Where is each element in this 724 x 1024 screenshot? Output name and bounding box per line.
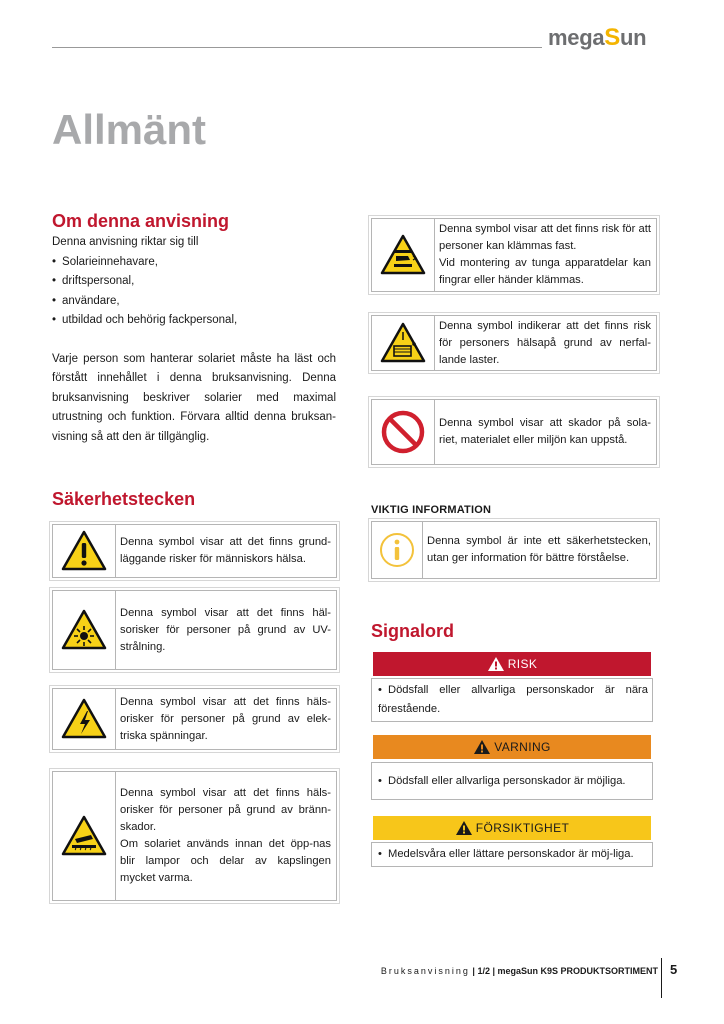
hot-surface-box <box>52 771 337 901</box>
footer-product: megaSun K9S PRODUKTSORTIMENT <box>497 966 658 976</box>
general-danger-text: Denna symbol visar att det finns grund-läggande risker för människors hälsa. <box>120 536 331 565</box>
about-lead: Denna anvisning riktar sig till <box>52 236 199 248</box>
caution-bar <box>373 816 651 840</box>
electric-danger-box <box>52 688 337 750</box>
crush-danger-text: Denna symbol visar att det finns risk för att personer kan klämmas fast. Vid montering av tunga apparatdelar kan fingrar eller händer klämmas. <box>439 223 651 286</box>
info-icon <box>372 522 423 578</box>
uv-danger-box <box>52 590 337 670</box>
falling-load-icon <box>372 316 435 370</box>
general-danger-box <box>52 524 337 578</box>
audience-list <box>52 253 336 331</box>
electric-shock-icon <box>53 689 116 749</box>
warning-bar <box>373 735 651 759</box>
footer <box>381 966 658 976</box>
warning-text: Dödsfall eller allvarliga personskador är möjliga. <box>388 774 626 787</box>
crush-hazard-icon <box>372 219 435 291</box>
caution-icon <box>455 820 473 836</box>
crush-danger-box <box>371 218 657 292</box>
risk-warning-icon <box>487 656 505 672</box>
uv-radiation-icon <box>53 591 116 669</box>
uv-danger-text: Denna symbol visar att det finns häl-sorisker för personer på grund av UV-strålning. <box>120 606 331 653</box>
about-paragraph: Varje person som hanterar solariet måste ha läst och förstått innehållet i denna bruksanvisning. Denna bruksanvisning beskriver solarier med maximal utrustning och funktion. Förvara alltid denna bruksan-visning så att den är tillgänglig. <box>52 352 336 443</box>
risk-label: RISK <box>507 657 538 671</box>
general-warning-icon <box>53 525 116 577</box>
property-damage-text: Denna symbol visar att skador på sola-riet, materialet eller miljön kan uppstå. <box>439 417 651 446</box>
list-item: • utbildad och behörig fackpersonal, <box>52 311 336 331</box>
warning-label: VARNING <box>494 740 551 754</box>
property-damage-box <box>371 399 657 465</box>
warning-text-box: • Dödsfall eller allvarliga personskador är möjliga. <box>371 762 653 800</box>
info-text: Denna symbol är inte ett säkerhetstecken, utan ger information för bättre förståelse. <box>427 535 651 564</box>
page-title: Allmänt <box>52 106 207 153</box>
list-item: • Solarieinnehavare, <box>52 253 336 273</box>
megasun-logo: megaSun <box>548 24 647 51</box>
list-item: • driftspersonal, <box>52 272 336 292</box>
info-box <box>371 521 657 579</box>
risk-text: Dödsfall eller allvarliga personskador är nära förestående. <box>378 684 648 715</box>
safety-heading: Säkerhetstecken <box>52 489 196 509</box>
falling-load-box <box>371 315 657 371</box>
footer-manual: Bruksanvisning <box>380 966 470 976</box>
prohibition-icon <box>372 400 435 464</box>
footer-divider <box>661 958 662 998</box>
caution-text-box: • Medelsvåra eller lättare personskador är möj-liga. <box>371 842 653 867</box>
hot-surface-icon <box>53 772 116 900</box>
about-section <box>52 233 336 447</box>
warning-icon <box>473 739 491 755</box>
electric-danger-text: Denna symbol visar att det finns häls-orisker för personer på grund av elek-triska spänningar. <box>120 695 331 742</box>
signal-heading: Signalord <box>371 621 455 641</box>
header-rule <box>52 47 542 48</box>
list-item: • användare, <box>52 292 336 312</box>
info-heading: VIKTIG INFORMATION <box>371 504 492 516</box>
falling-load-text: Denna symbol indikerar att det finns risk för personers hälsapå grund av nerfal-lande laster. <box>439 319 651 366</box>
hot-surface-text: Denna symbol visar att det finns häls-orisker för personer på grund av bränn-skador. Om solariet används innan det öpp-nas blir lampor och delar av kapslingen mycket varma. <box>120 787 331 884</box>
footer-sep: | 1/2 | <box>469 966 498 976</box>
caution-text: Medelsvåra eller lättare personskador är möj-liga. <box>388 848 634 860</box>
caution-label: FÖRSIKTIGHET <box>475 821 570 835</box>
page-number: 5 <box>670 962 678 977</box>
risk-bar <box>373 652 651 676</box>
about-heading: Om denna anvisning <box>52 211 230 231</box>
risk-text-box: • Dödsfall eller allvarliga personskador är nära förestående. <box>371 678 653 722</box>
